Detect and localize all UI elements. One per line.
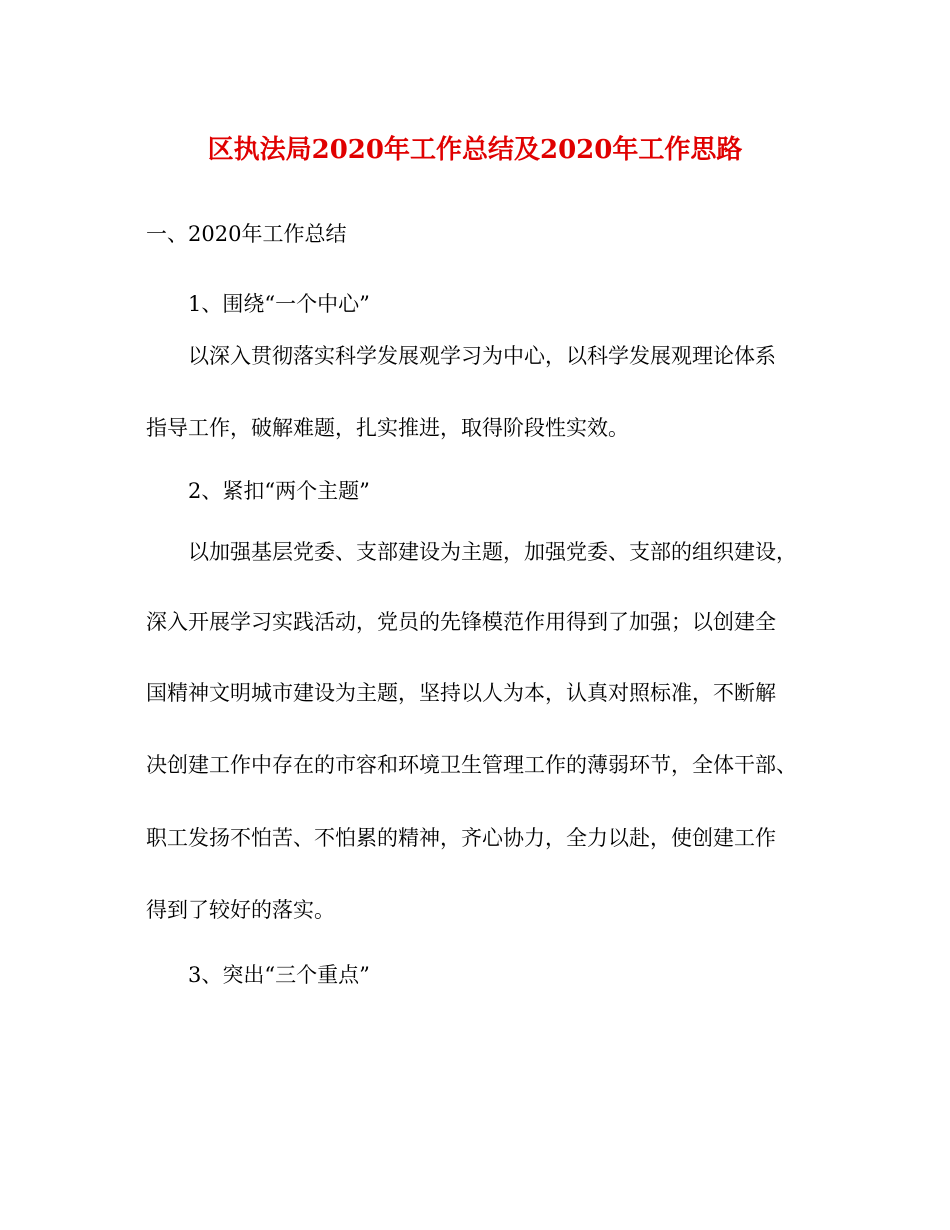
item-2-paragraph-line: 深入开展学习实践活动，党员的先锋模范作用得到了加强；以创建全 <box>146 610 776 634</box>
item-1-paragraph-line: 以深入贯彻落实科学发展观学习为中心，以科学发展观理论体系 <box>188 344 776 368</box>
item-2-paragraph-line: 得到了较好的落实。 <box>146 898 335 922</box>
item-2-paragraph-line: 国精神文明城市建设为主题，坚持以人为本，认真对照标准，不断解 <box>146 681 776 705</box>
item-1-paragraph-line: 指导工作，破解难题，扎实推进，取得阶段性实效。 <box>146 416 629 440</box>
item-2-paragraph-line: 决创建工作中存在的市容和环境卫生管理工作的薄弱环节，全体干部、 <box>146 753 797 777</box>
item-2-paragraph-line: 以加强基层党委、支部建设为主题，加强党委、支部的组织建设， <box>188 540 797 564</box>
item-heading-3: 3、突出“三个重点” <box>188 963 370 987</box>
document-title: 区执法局2020年工作总结及2020年工作思路 <box>207 135 743 165</box>
item-2-paragraph-line: 职工发扬不怕苦、不怕累的精神，齐心协力，全力以赴，使创建工作 <box>146 826 776 850</box>
item-heading-2: 2、紧扣“两个主题” <box>188 479 370 503</box>
section-heading: 一、2020年工作总结 <box>146 222 347 246</box>
item-heading-1: 1、围绕“一个中心” <box>188 292 370 316</box>
